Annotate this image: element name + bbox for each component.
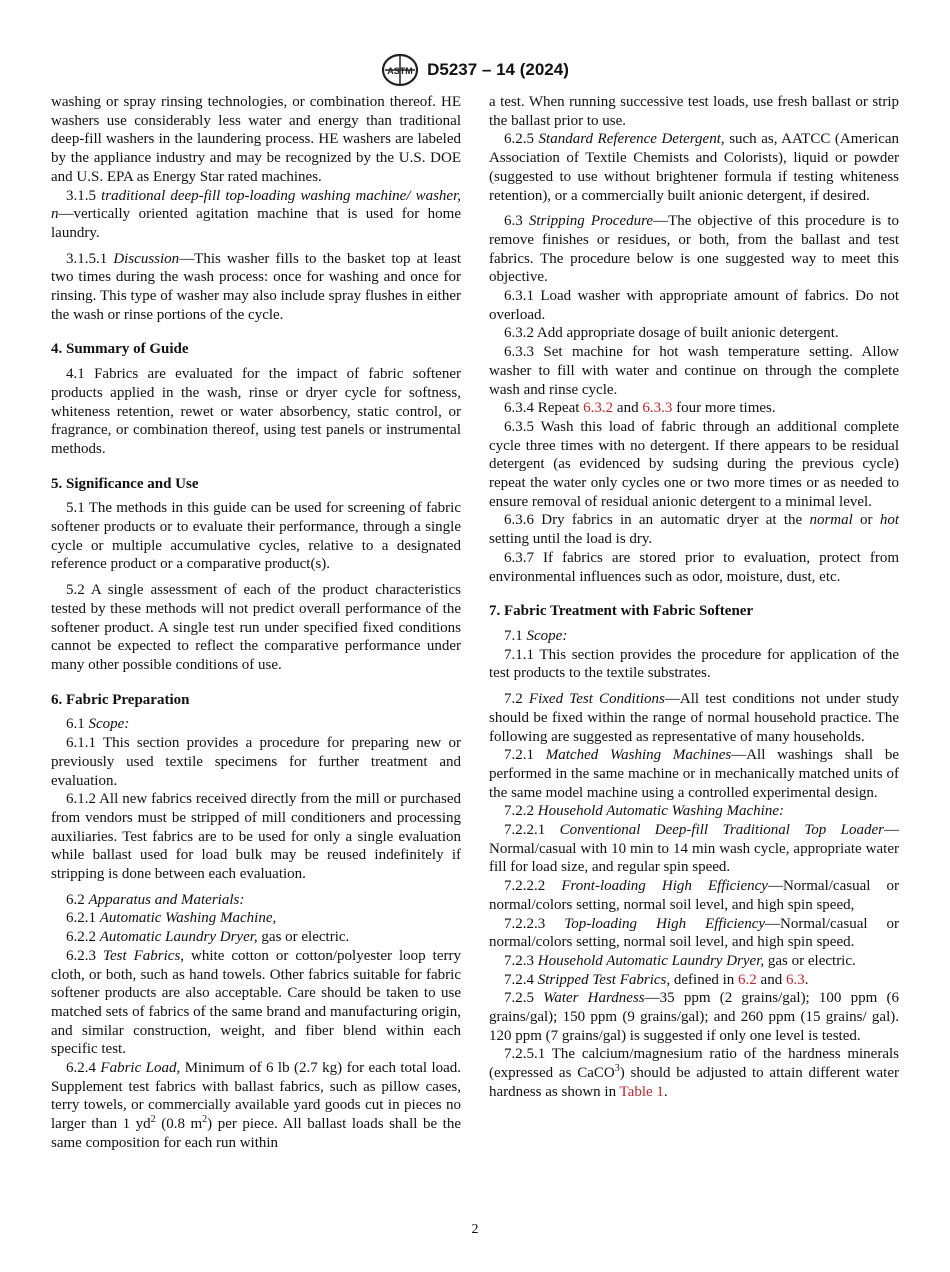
paragraph-6-3-7: 6.3.7 If fabrics are stored prior to evaluation, protect from environmental influences such as odor, moisture, dust, etc.: [489, 549, 899, 585]
paragraph-7-2-2: 7.2.2 Household Automatic Washing Machine:: [504, 803, 784, 820]
paragraph-6-3-6: 6.3.6 Dry fabrics in an automatic dryer at the normal or hot setting until the load is dry.: [489, 512, 900, 548]
paragraph-7-2-1: 7.2.1 Matched Washing Machines—All washings shall be performed in the same machine or in mechanically matched units of the same model machine using a controlled experimental design.: [489, 747, 899, 801]
paragraph-6-3: 6.3 Stripping Procedure—The objective of this procedure is to remove finishes or residues, or both, from the ballast and test fabrics. The procedure below is one suggested way to meet this objective.: [489, 213, 899, 286]
paragraph-6-3-2: 6.3.2 Add appropriate dosage of built anionic detergent.: [504, 325, 839, 342]
paragraph-7-2-5-1: 7.2.5.1 The calcium/magnesium ratio of the hardness minerals (expressed as CaCO$^3$) should be adjusted to attain different water hardness as shown in Table 1.: [489, 1046, 899, 1100]
paragraph-6-2-2: 6.2.2 Automatic Laundry Dryer, gas or electric.: [66, 929, 350, 946]
section-heading-4: 4. Summary of Guide: [51, 341, 189, 358]
paragraph-6-3-3: 6.3.3 Set machine for hot wash temperature setting. Allow washer to fill with water and continue on through the complete wash and rinse cycle.: [489, 344, 899, 398]
paragraph-7-1: 7.1 Scope:: [504, 627, 568, 644]
paragraph-6-1-1: 6.1.1 This section provides a procedure for preparing new or previously used textile specimens for further treatment and evaluation.: [51, 735, 461, 789]
paragraph-6-3-5: 6.3.5 Wash this load of fabric through an additional complete cycle three times with no detergent. If there appears to be residual detergent (as evidenced by sudsing during the previous cycle) repeat the water only cycles one or two more times or as needed to ensure removal of residual anionic detergent to a minimal level.: [489, 418, 899, 510]
paragraph-6-3-1: 6.3.1 Load washer with appropriate amount of fabrics. Do not overload.: [489, 288, 899, 323]
section-heading-5: 5. Significance and Use: [51, 475, 199, 492]
paragraph-3-1-5: 3.1.5 traditional deep-fill top-loading washing machine/ washer, n—vertically oriented agitation machine that is used for home laundry.: [51, 187, 461, 241]
paragraph-6-2-5: 6.2.5 Standard Reference Detergent, such as, AATCC (American Association of Textile Chemists and Colorists), liquid or powder (suggested to use without brightener formula if testing whiteness retention), or a commercially built anionic detergent, if desired.: [489, 131, 900, 204]
paragraph-7-2-2-2: 7.2.2.2 Front-loading High Efficiency—Normal/casual or normal/colors setting, normal soil level, and high spin speed,: [489, 878, 899, 913]
right-column: [489, 93, 899, 1102]
paragraph-6-1: 6.1 Scope:: [66, 716, 130, 733]
paragraph-7-2-2-3: 7.2.2.3 Top-loading High Efficiency—Normal/casual or normal/colors setting, normal soil level, and high spin speed.: [489, 915, 900, 951]
paragraph-6-2-3: 6.2.3 Test Fabrics, white cotton or cotton/polyester loop terry cloth, or both, such as hand towels. Other fabrics suitable for fabric softener products are also acceptable. Care should be taken to use matched sets of fabrics of the same brand and manufacturing origin, and similar construction, weight, and fiber blend within each specific test.: [51, 947, 461, 1058]
left-column: [51, 93, 461, 1153]
paragraph-6-2: 6.2 Apparatus and Materials:: [66, 891, 245, 908]
paragraph-4-1: 4.1 Fabrics are evaluated for the impact of fabric softener products applied in the wash, rinse or dryer cycle for softness, whiteness retention, rewet or water absorbency, static control, or fragrance, or combination thereof, using test panels or instrumental methods.: [51, 366, 461, 457]
paragraph-7-1-1: 7.1.1 This section provides the procedure for application of the test products to the textile substrates.: [489, 646, 899, 682]
paragraph-7-2-2-1: 7.2.2.1 Conventional Deep-fill Traditional Top Loader—Normal/casual with 10 min to 14 min wash cycle, appropriate water fill for load size, and regular spin speed.: [489, 822, 899, 876]
paragraph-5-1: 5.1 The methods in this guide can be used for screening of fabric softener products or to evaluate their performance, through a single cycle or multiple accumulative cycles, relative to a designated reference product or a comparative product(s).: [51, 500, 461, 573]
logo-text: ASTM: [387, 66, 413, 76]
paragraph-6-1-2: 6.1.2 All new fabrics received directly from the mill or purchased from vendors must be stripped of mill conditioners and processing auxiliaries. Test fabrics are to be used for only a single evaluation while ballast used for load bulk may be reused indefinitely if stripping is done between each evaluation.: [51, 791, 461, 883]
paragraph-7-2-3: 7.2.3 Household Automatic Laundry Dryer, gas or electric.: [504, 952, 856, 969]
link-6-3-3[interactable]: 6.3.3: [642, 400, 673, 417]
document-id: D5237 – 14 (2024): [427, 60, 569, 79]
link-6-2[interactable]: 6.2: [738, 971, 757, 988]
paragraph-6-2-1: 6.2.1 Automatic Washing Machine,: [66, 910, 277, 927]
paragraph-6-2-4: 6.2.4 Fabric Load, Minimum of 6 lb (2.7 kg) for each total load. Supplement test fabrics with ballast fabrics, such as pillow cases, terry towels, or commercially available yard goods cut in pieces no larger than 1 $yd^2$ (0.8 $m^2$) per piece. All ballast loads shall be the same composition for each run within: [51, 1060, 462, 1151]
page-header: [0, 52, 950, 88]
section-heading-7: 7. Fabric Treatment with Fabric Softener: [489, 603, 754, 620]
page-number: 2: [471, 1222, 479, 1237]
paragraph-7-2-4: 7.2.4 Stripped Test Fabrics, defined in 6.2 and 6.3.: [504, 971, 809, 988]
link-6-3-2[interactable]: 6.3.2: [583, 400, 614, 417]
paragraph-5-2: 5.2 A single assessment of each of the product characteristics tested by these methods will not predict overall performance of the softener product. A single test run under specified fixed conditions cannot be expected to reflect the comparative performance under many other possible conditions of use.: [51, 582, 461, 673]
paragraph-continued-right: a test. When running successive test loads, use fresh ballast or strip the ballast prior to use.: [489, 94, 899, 129]
paragraph-continued: washing or spray rinsing technologies, or combination thereof. HE washers use considerably less water and energy than traditional deep-fill washers in the laundering process. HE washers are labeled by the appliance industry and may be recognized by the U.S. DOE and U.S. EPA as Energy Star rated machines.: [51, 94, 461, 185]
astm-logo-icon: [381, 53, 419, 87]
link-6-3[interactable]: 6.3: [785, 971, 805, 988]
link-table-1[interactable]: Table 1: [619, 1083, 664, 1100]
section-heading-6: 6. Fabric Preparation: [51, 691, 190, 708]
paragraph-3-1-5-1: 3.1.5.1 Discussion—This washer fills to the basket top at least two times during the wash process: once for washing and once for rinsing. This type of washer may also include spray flushes in either the wash or rinse portions of the cycle.: [51, 250, 462, 323]
paragraph-7-2-5: 7.2.5 Water Hardness—35 ppm (2 grains/gal); 100 ppm (6 grains/gal); 150 ppm (9 grains/gal); and 260 ppm (15 grains/ gal). 120 ppm (7 grains/gal) is suggested if only one level is tested.: [489, 990, 899, 1044]
paragraph-7-2: 7.2 Fixed Test Conditions—All test conditions not under study should be fixed within the range of normal household practice. The following are suggested as representative of many households.: [489, 691, 900, 745]
paragraph-6-3-4: 6.3.4 Repeat 6.3.2 and 6.3.3 four more times.: [504, 400, 776, 417]
